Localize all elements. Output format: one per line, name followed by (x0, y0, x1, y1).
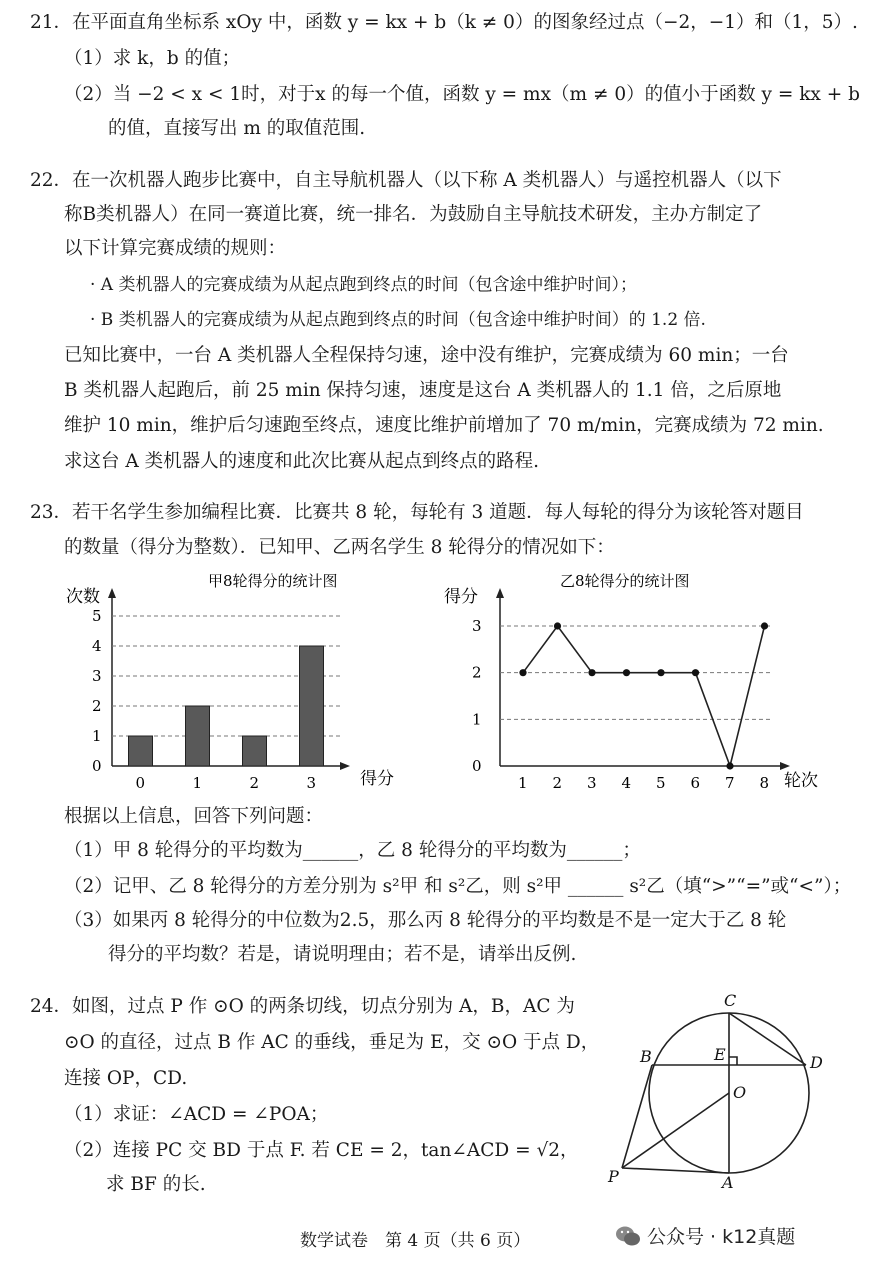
q21-part2-line1: （2）当 −2 < x < 1时，对于x 的每一个值，函数 y = mx（m ≠ 0）的值小于函数 y = kx + b (64, 84, 860, 105)
line-y-tick-label: 1 (472, 710, 482, 729)
bar-y-tick-label: 0 (92, 757, 102, 775)
q24-part2-line2: 求 BF 的长. (106, 1174, 206, 1195)
bar-chart-title: 甲8轮得分的统计图 (208, 572, 338, 590)
label-a: A (722, 1173, 734, 1190)
q21-stem: 21．在平面直角坐标系 xOy 中，函数 y = kx + b（k ≠ 0）的图象经过点（−2，−1）和（1，5）. (30, 12, 858, 33)
bar-y-tick-label: 2 (92, 697, 102, 715)
line-x-arrow (780, 762, 790, 770)
line-y-tick-label: 2 (472, 663, 482, 682)
line-x-tick-label: 7 (725, 774, 735, 792)
score-line-chart (440, 568, 835, 798)
line-y-tick-label: 3 (472, 617, 482, 635)
segment-cd (729, 1013, 806, 1065)
data-point (726, 762, 733, 769)
line-x-tick-label: 3 (587, 774, 597, 792)
q23-line2: 的数量（得分为整数）．已知甲、乙两名学生 8 轮得分的情况如下： (64, 537, 615, 558)
bar-x-tick-label: 0 (135, 774, 146, 792)
tangent-pa (622, 1168, 729, 1173)
q24-part2-line1: （2）连接 PC 交 BD 于点 F. 若 CE = 2，tan∠ACD = √2， (64, 1140, 579, 1161)
bar (186, 706, 210, 766)
q22-line2: 称B类机器人）在同一赛道比赛，统一排名．为鼓励自主导航技术研发，主办方制定了 (64, 204, 763, 225)
tangent-pb (622, 1065, 652, 1168)
q24-line3: 连接 OP，CD. (64, 1068, 188, 1089)
label-c: C (724, 991, 737, 1010)
score-series-line (523, 626, 765, 766)
line-x-tick-label: 8 (759, 774, 770, 792)
line-chart-ylabel: 得分 (444, 587, 478, 607)
line-x-tick-label: 1 (518, 774, 528, 792)
line-chart-title: 乙8轮得分的统计图 (560, 572, 690, 590)
line-y-tick-label: 0 (472, 757, 482, 775)
bar (300, 646, 324, 766)
label-b: B (640, 1047, 652, 1066)
q23-part1: （1）甲 8 轮得分的平均数为______，乙 8 轮得分的平均数为______； (64, 840, 641, 861)
bar (243, 736, 267, 766)
q22-rule2: · B 类机器人的完赛成绩为从起点跑到终点的时间（包含途中维护时间）的 1.2 倍. (90, 310, 706, 330)
watermark (615, 1222, 795, 1249)
bar-x-arrow (340, 762, 350, 770)
data-point (588, 669, 595, 676)
bar-y-tick-label: 3 (92, 667, 102, 685)
q22-line5: B 类机器人起跑后，前 25 min 保持匀速，速度是这台 A 类机器人的 1.1 倍，之后原地 (64, 380, 782, 401)
q22-line3: 以下计算完赛成绩的规则： (64, 238, 287, 259)
label-e: E (714, 1045, 726, 1064)
q24-line1: 24．如图，过点 P 作 ⊙O 的两条切线，切点分别为 A，B，AC 为 (30, 996, 575, 1017)
bar-x-tick-label: 1 (192, 774, 203, 792)
bar (129, 736, 153, 766)
data-point (623, 669, 630, 676)
label-d: D (810, 1053, 823, 1072)
bar-chart-ylabel: 次数 (66, 587, 100, 607)
q22-rule1: · A 类机器人的完赛成绩为从起点跑到终点的时间（包含途中维护时间）； (90, 275, 637, 295)
q23-after-charts: 根据以上信息，回答下列问题： (64, 806, 324, 827)
q22-line1: 22．在一次机器人跑步比赛中，自主导航机器人（以下称 A 类机器人）与遥控机器人（以下 (30, 170, 782, 191)
page-footer: 数学试卷 第 4 页（共 6 页） (300, 1231, 531, 1251)
bar-x-tick-label: 2 (249, 774, 260, 792)
segment-op (622, 1093, 729, 1168)
data-point (761, 622, 768, 629)
wechat-icon (615, 1225, 641, 1247)
score-bar-chart (60, 568, 440, 798)
q23-line1: 23．若干名学生参加编程比赛．比赛共 8 轮，每轮有 3 道题．每人每轮的得分为该轮答对题目 (30, 502, 804, 523)
line-x-tick-label: 2 (552, 774, 563, 792)
watermark-text: 公众号 · k12真题 (647, 1226, 796, 1248)
right-angle-mark (729, 1057, 737, 1065)
q21-part1: （1）求 k，b 的值； (64, 48, 241, 69)
q23-part2: （2）记甲、乙 8 轮得分的方差分别为 s²甲 和 s²乙，则 s²甲 ______ s²乙（填“>”“=”或“<”）； (64, 876, 852, 897)
bar-x-tick-label: 3 (306, 774, 317, 792)
q22-line4: 已知比赛中，一台 A 类机器人全程保持匀速，途中没有维护，完赛成绩为 60 min；一台 (64, 345, 789, 366)
q24-line2: ⊙O 的直径，过点 B 作 AC 的垂线，垂足为 E，交 ⊙O 于点 D， (64, 1032, 600, 1053)
bar-y-tick-label: 1 (92, 727, 102, 745)
data-point (657, 669, 664, 676)
data-point (554, 622, 561, 629)
bar-chart-xlabel: 得分 (360, 769, 394, 789)
label-o: O (733, 1083, 747, 1102)
q22-line7: 求这台 A 类机器人的速度和此次比赛从起点到终点的路程. (64, 451, 540, 472)
q22-line6: 维护 10 min，维护后匀速跑至终点，速度比维护前增加了 70 m/min，完赛成绩为 72 min. (64, 415, 824, 436)
line-y-arrow (496, 588, 504, 598)
line-x-tick-label: 6 (690, 774, 701, 792)
q23-part3-line1: （3）如果丙 8 轮得分的中位数为2.5，那么丙 8 轮得分的平均数是不是一定大于乙 8 轮 (64, 910, 787, 931)
q21-part2-line2: 的值，直接写出 m 的取值范围. (108, 118, 366, 139)
label-p: P (608, 1167, 619, 1186)
line-x-tick-label: 5 (656, 774, 666, 792)
bar-y-tick-label: 5 (92, 607, 102, 625)
data-point (692, 669, 699, 676)
circle-tangent-figure (600, 990, 840, 1190)
line-x-tick-label: 4 (621, 774, 632, 792)
bar-y-tick-label: 4 (92, 637, 102, 655)
bar-y-arrow (108, 588, 116, 598)
q24-part1: （1）求证：∠ACD = ∠POA； (64, 1104, 329, 1125)
data-point (519, 669, 526, 676)
q23-part3-line2: 得分的平均数？若是，请说明理由；若不是，请举出反例. (108, 944, 577, 965)
line-chart-xlabel: 轮次 (784, 771, 818, 791)
